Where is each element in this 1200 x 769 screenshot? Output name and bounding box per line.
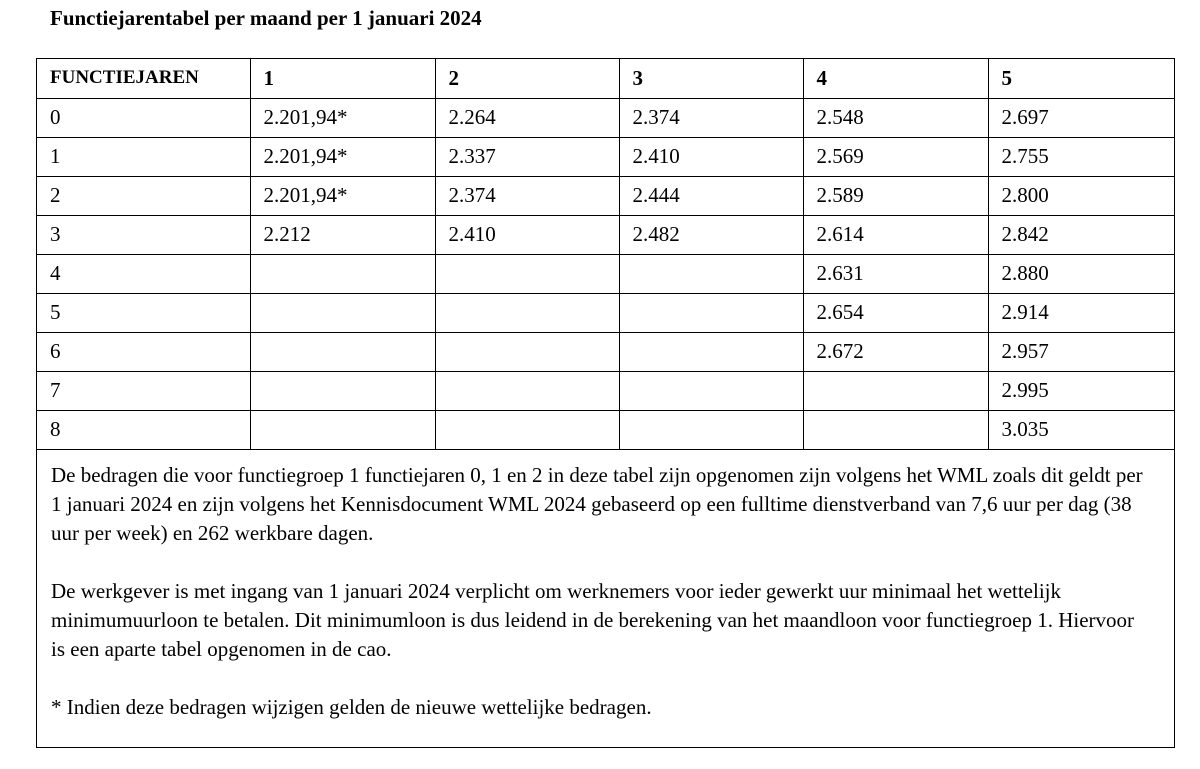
table-cell: 2.482 <box>619 215 803 254</box>
table-cell: 2.842 <box>988 215 1175 254</box>
header-functiegroep-5: 5 <box>988 59 1175 98</box>
table-cell <box>619 293 803 332</box>
header-functiegroep-3: 3 <box>619 59 803 98</box>
table-cell: 2.957 <box>988 332 1175 371</box>
table-cell: 2.201,94* <box>250 176 435 215</box>
table-row <box>37 98 1175 137</box>
table-cell: 2.672 <box>803 332 988 371</box>
table-cell <box>435 410 619 449</box>
table-cell: 2.212 <box>250 215 435 254</box>
table-cell <box>250 293 435 332</box>
table-cell: 2.374 <box>435 176 619 215</box>
table-cell: 2.755 <box>988 137 1175 176</box>
table-row <box>37 137 1175 176</box>
note-wml-paragraph: De bedragen die voor functiegroep 1 functiejaren 0, 1 en 2 in deze tabel zijn opgenomen zijn volgens het WML zoals dit geldt per 1 januari 2024 en zijn volgens het Kennisdocument WML 2024 gebaseerd op een fulltime dienstverband van 7,6 uur per dag (38 uur per week) en 262 werkbare dagen. <box>51 463 1143 545</box>
table-cell: 2.654 <box>803 293 988 332</box>
table-cell: 2.444 <box>619 176 803 215</box>
table-row <box>37 371 1175 410</box>
table-row <box>37 410 1175 449</box>
table-cell <box>619 410 803 449</box>
table-cell: 2.410 <box>435 215 619 254</box>
header-functiegroep-1: 1 <box>250 59 435 98</box>
table-cell: 2.800 <box>988 176 1175 215</box>
table-header-row <box>37 59 1175 98</box>
table-cell: 2.264 <box>435 98 619 137</box>
table-notes <box>51 461 1151 751</box>
header-functiegroep-2: 2 <box>435 59 619 98</box>
table-cell: 7 <box>37 371 250 410</box>
table-cell <box>250 332 435 371</box>
note-asterisk-footnote: * Indien deze bedragen wijzigen gelden de nieuwe wettelijke bedragen. <box>51 695 652 719</box>
table-cell <box>803 410 988 449</box>
salary-table-frame <box>36 58 1175 748</box>
table-cell: 2.569 <box>803 137 988 176</box>
table-cell <box>435 254 619 293</box>
table-row <box>37 293 1175 332</box>
table-cell <box>435 371 619 410</box>
header-functiegroep-4: 4 <box>803 59 988 98</box>
page-title: Functiejarentabel per maand per 1 januari 2024 <box>50 6 482 30</box>
table-cell: 2.374 <box>619 98 803 137</box>
header-functiejaren: FUNCTIEJAREN <box>37 59 250 98</box>
table-cell: 2.631 <box>803 254 988 293</box>
table-cell: 1 <box>37 137 250 176</box>
table-cell: 2.548 <box>803 98 988 137</box>
table-cell <box>619 254 803 293</box>
table-cell: 4 <box>37 254 250 293</box>
table-cell: 2.201,94* <box>250 137 435 176</box>
table-cell: 2.697 <box>988 98 1175 137</box>
table-cell <box>250 371 435 410</box>
table-cell: 2.410 <box>619 137 803 176</box>
table-cell: 2.201,94* <box>250 98 435 137</box>
table-cell <box>619 371 803 410</box>
table-row <box>37 176 1175 215</box>
table-cell <box>250 410 435 449</box>
table-cell: 2.914 <box>988 293 1175 332</box>
table-cell <box>435 293 619 332</box>
table-cell: 2.589 <box>803 176 988 215</box>
table-cell: 2.614 <box>803 215 988 254</box>
table-cell: 2.880 <box>988 254 1175 293</box>
table-row <box>37 215 1175 254</box>
table-cell: 2 <box>37 176 250 215</box>
table-cell: 2.995 <box>988 371 1175 410</box>
table-cell <box>803 371 988 410</box>
table-cell: 2.337 <box>435 137 619 176</box>
table-cell <box>250 254 435 293</box>
table-cell: 3.035 <box>988 410 1175 449</box>
table-cell: 6 <box>37 332 250 371</box>
functiejaren-table <box>37 59 1175 450</box>
table-cell: 5 <box>37 293 250 332</box>
note-minimumloon-paragraph: De werkgever is met ingang van 1 januari 2024 verplicht om werknemers voor ieder gewerkt uur minimaal het wettelijk minimumuurloon te betalen. Dit minimumloon is dus leidend in de berekening van het maandloon voor functiegroep 1. Hiervoor is een aparte tabel opgenomen in de cao. <box>51 579 1135 661</box>
table-cell: 8 <box>37 410 250 449</box>
table-row <box>37 332 1175 371</box>
table-cell: 0 <box>37 98 250 137</box>
table-cell <box>435 332 619 371</box>
table-cell <box>619 332 803 371</box>
table-row <box>37 254 1175 293</box>
table-cell: 3 <box>37 215 250 254</box>
